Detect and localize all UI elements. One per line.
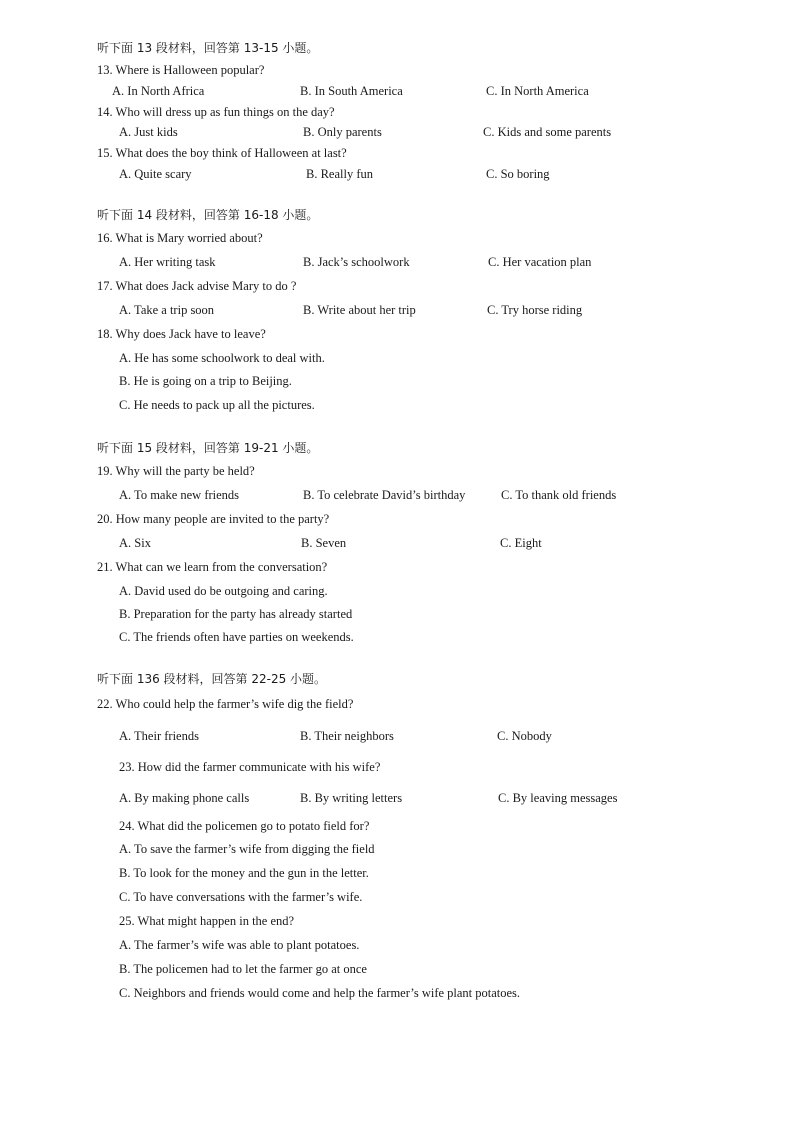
option-14-a: A. Just kids — [119, 125, 178, 139]
question-23: 23. How did the farmer communicate with his wife? — [119, 760, 381, 774]
option-25-c: C. Neighbors and friends would come and help the farmer’s wife plant potatoes. — [119, 986, 521, 1000]
section-heading: 听下面 136 段材料，回答第 22-25 小题。 — [97, 672, 327, 686]
option-15-c: C. So boring — [486, 167, 550, 181]
question-25: 25. What might happen in the end? — [119, 914, 295, 928]
section-heading: 听下面 15 段材料，回答第 19-21 小题。 — [97, 441, 319, 455]
option-13-c: C. In North America — [486, 84, 589, 98]
option-16-c: C. Her vacation plan — [488, 255, 592, 269]
option-17-b: B. Write about her trip — [303, 303, 416, 317]
option-18-b: B. He is going on a trip to Beijing. — [119, 374, 292, 388]
option-21-b: B. Preparation for the party has already started — [119, 607, 353, 621]
option-20-c: C. Eight — [500, 536, 542, 550]
option-25-b: B. The policemen had to let the farmer go at once — [119, 962, 367, 976]
option-16-b: B. Jack’s schoolwork — [303, 255, 410, 269]
section-heading: 听下面 13 段材料，回答第 13-15 小题。 — [97, 41, 319, 55]
option-21-a: A. David used do be outgoing and caring. — [119, 584, 328, 598]
option-23-c: C. By leaving messages — [498, 791, 618, 805]
question-22: 22. Who could help the farmer’s wife dig the field? — [97, 697, 354, 711]
question-21: 21. What can we learn from the conversation? — [97, 560, 328, 574]
option-13-b: B. In South America — [300, 84, 403, 98]
question-13: 13. Where is Halloween popular? — [97, 63, 265, 77]
option-22-c: C. Nobody — [497, 729, 552, 743]
option-23-a: A. By making phone calls — [119, 791, 250, 805]
option-19-c: C. To thank old friends — [501, 488, 617, 502]
question-16: 16. What is Mary worried about? — [97, 231, 263, 245]
option-15-b: B. Really fun — [306, 167, 374, 181]
question-14: 14. Who will dress up as fun things on the day? — [97, 105, 335, 119]
option-22-a: A. Their friends — [119, 729, 199, 743]
option-24-b: B. To look for the money and the gun in the letter. — [119, 866, 369, 880]
option-19-a: A. To make new friends — [119, 488, 240, 502]
option-20-a: A. Six — [119, 536, 151, 550]
option-17-c: C. Try horse riding — [487, 303, 583, 317]
option-24-a: A. To save the farmer’s wife from digging the field — [119, 842, 375, 856]
option-15-a: A. Quite scary — [119, 167, 192, 181]
option-18-a: A. He has some schoolwork to deal with. — [119, 351, 325, 365]
option-17-a: A. Take a trip soon — [119, 303, 215, 317]
question-20: 20. How many people are invited to the party? — [97, 512, 330, 526]
option-14-c: C. Kids and some parents — [483, 125, 612, 139]
question-19: 19. Why will the party be held? — [97, 464, 255, 478]
option-19-b: B. To celebrate David’s birthday — [303, 488, 466, 502]
option-13-a: A. In North Africa — [112, 84, 205, 98]
option-20-b: B. Seven — [301, 536, 347, 550]
question-15: 15. What does the boy think of Halloween at last? — [97, 146, 347, 160]
option-22-b: B. Their neighbors — [300, 729, 394, 743]
option-16-a: A. Her writing task — [119, 255, 216, 269]
option-21-c: C. The friends often have parties on weekends. — [119, 630, 354, 644]
option-24-c: C. To have conversations with the farmer’s wife. — [119, 890, 363, 904]
option-14-b: B. Only parents — [303, 125, 382, 139]
option-25-a: A. The farmer’s wife was able to plant potatoes. — [119, 938, 360, 952]
question-17: 17. What does Jack advise Mary to do ? — [97, 279, 297, 293]
option-23-b: B. By writing letters — [300, 791, 403, 805]
option-18-c: C. He needs to pack up all the pictures. — [119, 398, 315, 412]
section-heading: 听下面 14 段材料，回答第 16-18 小题。 — [97, 208, 319, 222]
question-24: 24. What did the policemen go to potato field for? — [119, 819, 370, 833]
question-18: 18. Why does Jack have to leave? — [97, 327, 266, 341]
